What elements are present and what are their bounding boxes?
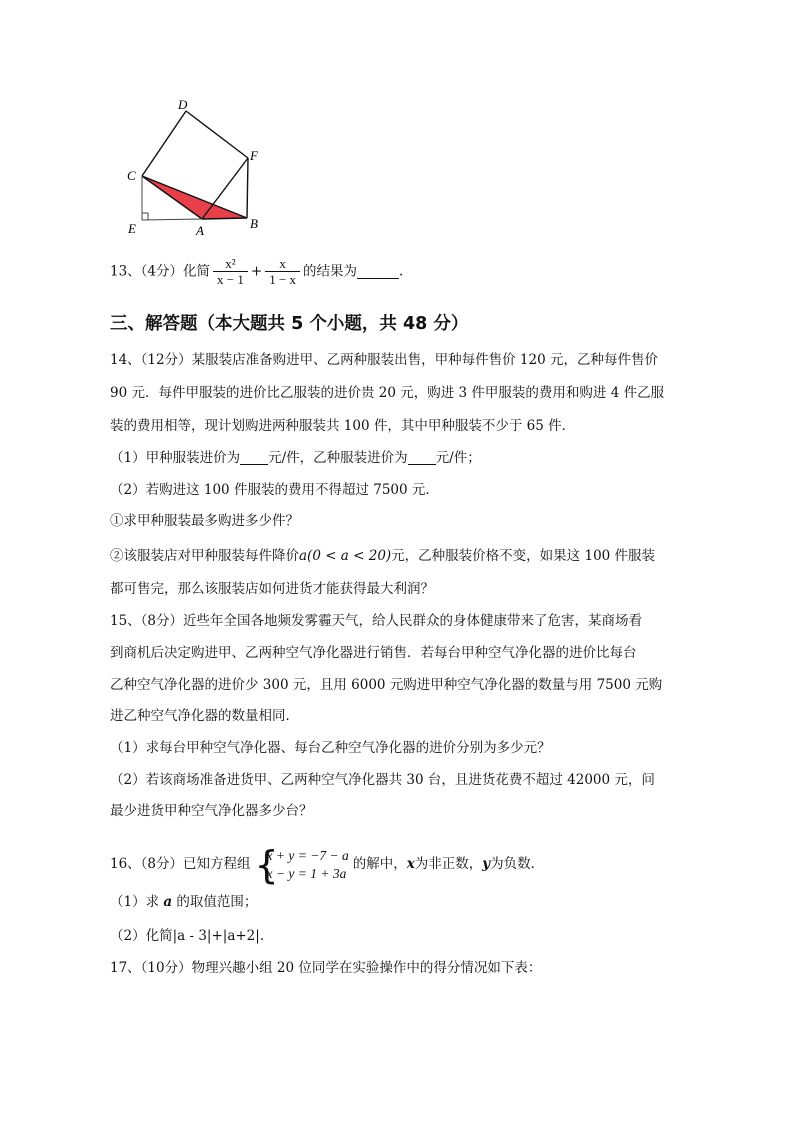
q14-sub-1: ①求甲种服装最多购进多少件？	[110, 513, 299, 529]
q14-part-1-b: 元/件，乙种服装进价为	[268, 450, 408, 466]
label-e: E	[128, 221, 136, 236]
plus-sign: +	[250, 263, 263, 280]
q16-suffix-a: 的解中，	[352, 856, 407, 872]
var-y: y	[482, 856, 491, 872]
fraction-2-numerator: x	[265, 256, 300, 272]
q14-sub-2-b: 元，乙种服装价格不变，如果这 100 件服装	[391, 548, 656, 564]
q16-prefix: 16、（8分）已知方程组	[110, 856, 251, 872]
answer-blank[interactable]	[357, 264, 399, 279]
q14-sub-2	[110, 546, 655, 566]
q14-part-1-c: 元/件；	[435, 450, 481, 466]
q13-end: .	[399, 263, 404, 280]
label-c: C	[127, 168, 136, 183]
q15-line-4: 进乙种空气净化器的数量相同．	[110, 708, 299, 724]
label-f: F	[250, 148, 258, 163]
q16-part-1-b: 的取值范围；	[172, 894, 258, 910]
label-d: D	[178, 97, 188, 112]
label-b: B	[250, 216, 258, 231]
equation-2: x − y = 1 + 3a	[266, 865, 347, 881]
segment-ab	[202, 218, 247, 219]
segment-ea	[142, 219, 202, 220]
fraction-1	[213, 256, 248, 288]
q15-part-2: （2）若该商场准备进货甲、乙两种空气净化器共 30 台，且进货花费不超过 42000 元，问	[110, 772, 655, 788]
q15-line-3: 乙种空气净化器的进价少 300 元，且用 6000 元购进甲种空气净化器的数量与用 7500 元购	[110, 677, 663, 693]
answer-blank[interactable]	[408, 450, 436, 465]
fraction-2	[265, 256, 300, 288]
fraction-1-denominator: x − 1	[217, 272, 244, 287]
equation-system	[254, 842, 349, 887]
answer-blank[interactable]	[240, 450, 268, 465]
q15-line-2: 到商机后决定购进甲、乙两种空气净化器进行销售．若每台甲种空气净化器的进价比每台	[110, 645, 637, 661]
q14-line-3: 装的费用相等，现计划购进两种服装共 100 件，其中甲种服装不少于 65 件．	[110, 418, 576, 434]
q15-part-2-cont: 最少进货甲种空气净化器多少台？	[110, 803, 313, 819]
segment-cd	[142, 111, 186, 176]
q16-part-1	[110, 892, 257, 912]
var-a: a	[163, 894, 173, 910]
segment-fb	[247, 158, 248, 218]
var-x: x	[406, 856, 415, 872]
label-a: A	[196, 223, 204, 238]
question-16	[110, 842, 544, 886]
q15-part-1: （1）求每台甲种空气净化器、每台乙种空气净化器的进价分别为多少元？	[110, 740, 551, 756]
q13-prefix: 13、（4分）化简	[110, 263, 211, 280]
section-heading: 三、解答题（本大题共 5 个小题，共 48 分）	[110, 314, 469, 334]
q15-line-1: 15、（8分）近些年全国各地频发雾霾天气，给人民群众的身体健康带来了危害，某商场看	[110, 613, 643, 629]
q14-part-1-a: （1）甲种服装进价为	[110, 450, 241, 466]
q14-part-1	[110, 448, 481, 468]
right-angle-mark	[142, 213, 148, 220]
brace-icon: {	[254, 842, 279, 887]
q14-line-2: 90 元．每件甲服装的进价比乙服装的进价贵 20 元，购进 3 件甲服装的费用和购进 4 件乙服	[110, 385, 665, 401]
geometry-figure	[120, 96, 280, 241]
equation-1: x + y = −7 − a	[266, 847, 349, 863]
q16-suffix-c: 为负数．	[490, 856, 545, 872]
fraction-1-numerator: x²	[213, 256, 248, 272]
q14-part-2: （2）若购进这 100 件服装的费用不得超过 7500 元．	[110, 482, 439, 498]
question-13	[110, 256, 403, 288]
q13-suffix: 的结果为	[303, 263, 358, 280]
q14-sub-2-a: ②该服装店对甲种服装每件降价	[110, 548, 299, 564]
q16-part-1-a: （1）求	[110, 894, 164, 910]
q14-inequality: a(0 < a < 20)	[299, 548, 392, 564]
fraction-2-denominator: 1 − x	[269, 272, 297, 287]
q17-line-1: 17、（10分）物理兴趣小组 20 位同学在实验操作中的得分情况如下表：	[110, 960, 542, 976]
q16-part-2: （2）化简|a - 3|+|a+2|.	[110, 928, 265, 944]
q16-suffix-b: 为非正数，	[414, 856, 483, 872]
q14-sub-2-cont: 都可售完，那么该服装店如何进货才能获得最大利润？	[110, 581, 434, 597]
segment-df	[186, 111, 248, 158]
q14-line-1: 14、（12分）某服装店准备购进甲、乙两种服装出售，甲种每件售价 120 元，乙种每件售价	[110, 352, 658, 368]
